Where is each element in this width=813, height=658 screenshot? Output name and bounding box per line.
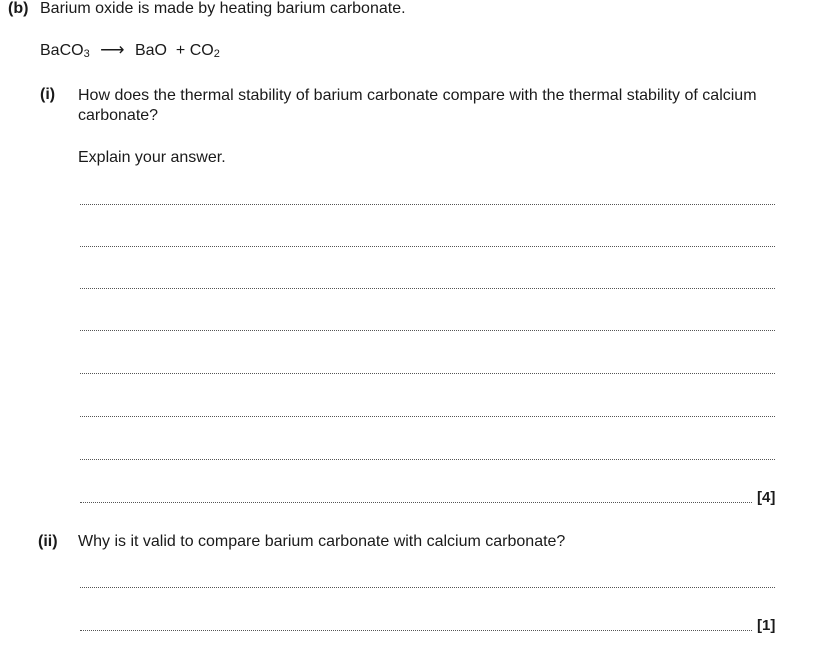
answer-line-ii-1[interactable] — [80, 587, 775, 588]
answer-line-i-4[interactable] — [80, 330, 775, 331]
question-i-instruction: Explain your answer. — [78, 149, 226, 166]
answer-line-i-3[interactable] — [80, 288, 775, 289]
answer-line-ii-2[interactable] — [80, 630, 752, 631]
question-i-text: How does the thermal stability of barium carbonate compare with the thermal stability of calcium carbonate? — [78, 87, 757, 124]
question-ii-label: (ii) — [38, 533, 58, 550]
question-ii-marks: [1] — [757, 617, 776, 634]
answer-line-i-2[interactable] — [80, 246, 775, 247]
equation-plus: + — [175, 42, 186, 59]
equation-product-1: BaO — [134, 42, 167, 59]
question-ii-text: Why is it valid to compare barium carbonate with calcium carbonate? — [78, 533, 566, 550]
equation-reactant-subscript: 3 — [83, 48, 90, 60]
chemical-equation — [40, 40, 220, 60]
answer-line-i-6[interactable] — [80, 416, 775, 417]
answer-line-i-7[interactable] — [80, 459, 775, 460]
answer-line-i-8[interactable] — [80, 502, 752, 503]
question-i-marks: [4] — [757, 489, 776, 506]
answer-line-i-5[interactable] — [80, 373, 775, 374]
equation-product-2-subscript: 2 — [213, 48, 220, 60]
question-i-label: (i) — [40, 86, 56, 103]
part-b-label: (b) — [8, 0, 29, 17]
equation-product-2: CO — [189, 42, 214, 59]
reaction-arrow-icon: ⟶ — [100, 40, 125, 59]
answer-line-i-1[interactable] — [80, 204, 775, 205]
part-b-text: Barium oxide is made by heating barium carbonate. — [40, 0, 406, 17]
equation-reactant: BaCO — [40, 42, 84, 59]
